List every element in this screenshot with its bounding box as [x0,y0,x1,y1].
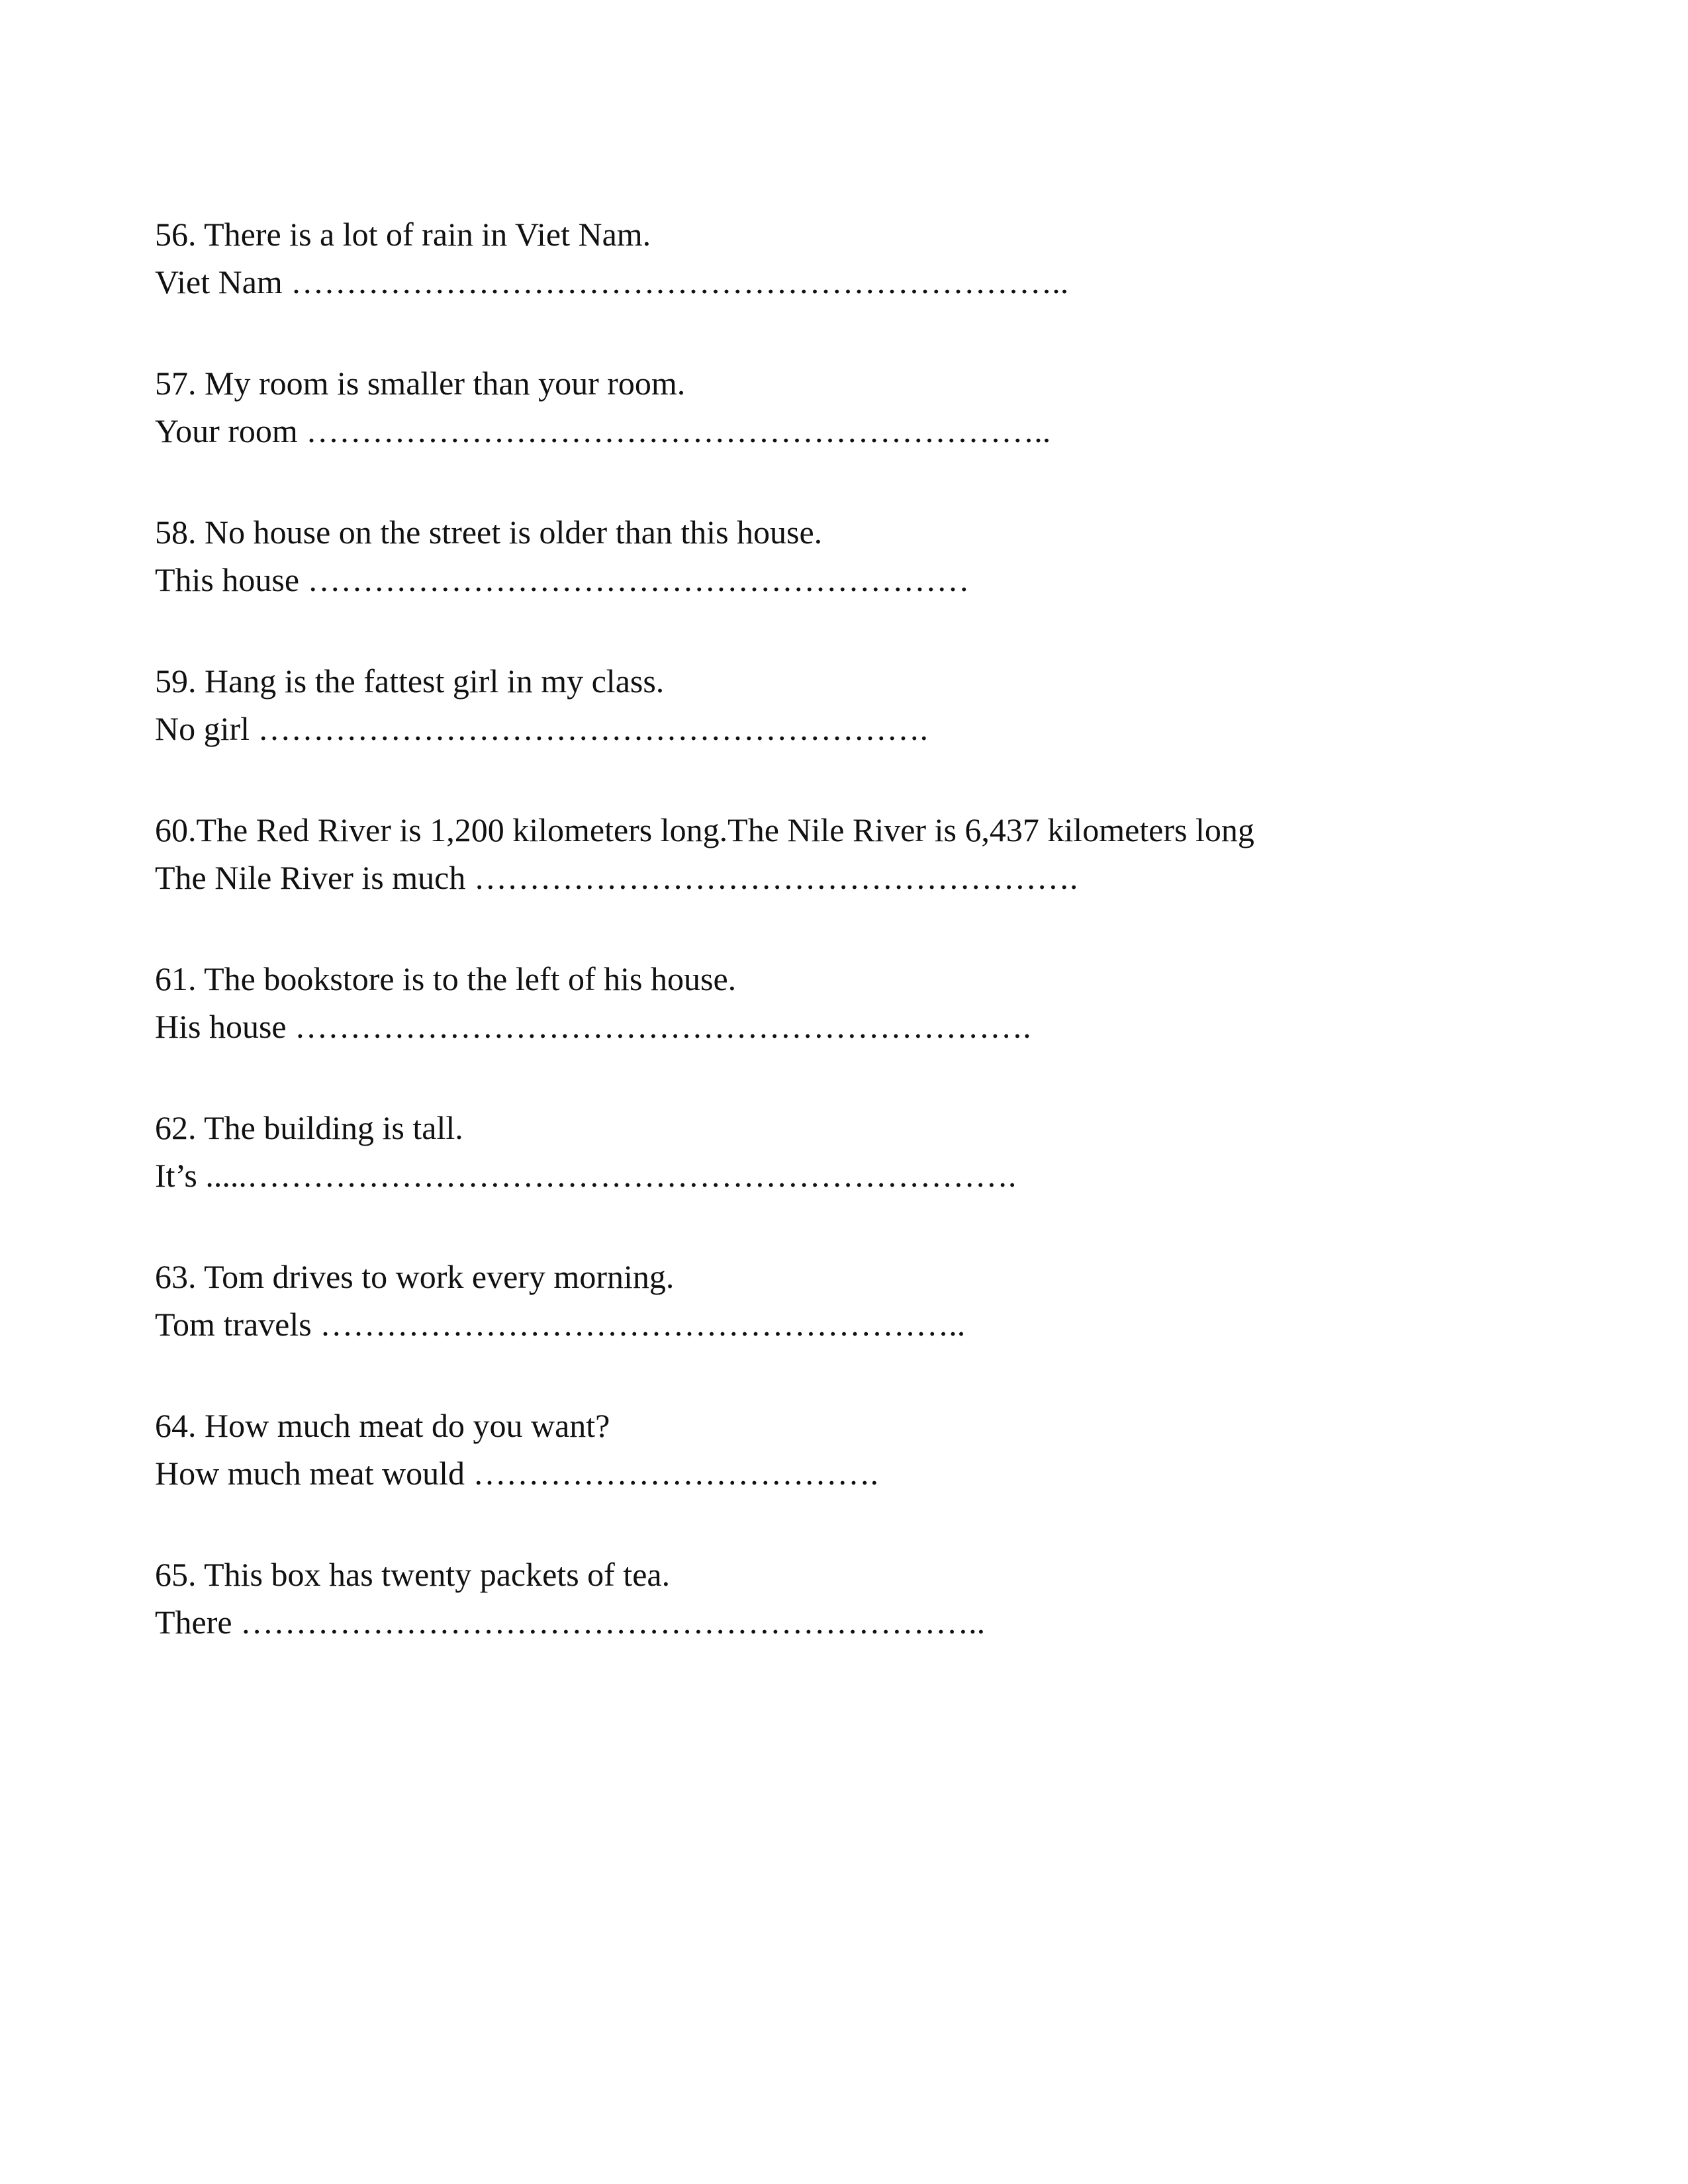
exercise-number: 59. [155,662,197,700]
exercise-57 [155,359,1545,508]
exercise-sentence [155,1551,1545,1598]
exercise-sentence [155,508,1545,556]
original-sentence: The bookstore is to the left of his house. [204,960,737,997]
exercise-number: 62. [155,1109,197,1146]
exercise-63 [155,1253,1545,1402]
exercise-number: 57. [155,365,197,402]
exercise-number: 63. [155,1258,197,1295]
exercise-62 [155,1104,1545,1253]
rewrite-prompt: It’s .....……………………………………………………………. [155,1157,1017,1194]
exercise-sentence [155,1104,1545,1152]
original-sentence: My room is smaller than your room. [205,365,686,402]
exercise-64 [155,1402,1545,1551]
rewrite-prompt: There ………………………………………………………….. [155,1604,986,1641]
exercise-65 [155,1551,1545,1700]
original-sentence: The Red River is 1,200 kilometers long.The Nile River is 6,437 kilometers long [196,811,1254,848]
exercise-sentence [155,359,1545,407]
original-sentence: No house on the street is older than this house. [205,514,823,551]
original-sentence: This box has twenty packets of tea. [204,1556,671,1593]
rewrite-prompt: Viet Nam …………………………………………………………….. [155,263,1069,300]
exercise-number: 60. [155,811,197,848]
rewrite-prompt: How much meat would ………………………………. [155,1455,878,1492]
exercise-58 [155,508,1545,657]
original-sentence: Tom drives to work every morning. [204,1258,675,1295]
exercise-59 [155,657,1545,806]
exercise-61 [155,955,1545,1104]
exercise-56 [155,210,1545,359]
exercise-number: 58. [155,514,197,551]
exercise-sentence [155,657,1545,705]
exercise-sentence [155,210,1545,258]
rewrite-prompt: This house …………………………………………………… [155,561,970,598]
rewrite-prompt: The Nile River is much ………………………………………………. [155,859,1078,896]
exercise-number: 56. [155,216,197,253]
exercise-number: 64. [155,1407,197,1444]
original-sentence: How much meat do you want? [205,1407,610,1444]
original-sentence: There is a lot of rain in Viet Nam. [204,216,651,253]
exercise-sentence [155,955,1545,1003]
original-sentence: The building is tall. [204,1109,463,1146]
exercise-sentence [155,1402,1545,1449]
exercise-number: 61. [155,960,197,997]
exercise-60 [155,806,1545,955]
exercise-sentence [155,806,1545,854]
exercise-sentence [155,1253,1545,1300]
worksheet-page [155,210,1545,1700]
original-sentence: Hang is the fattest girl in my class. [205,662,665,700]
rewrite-prompt: Your room ………………………………………………………….. [155,412,1051,449]
exercise-number: 65. [155,1556,197,1593]
rewrite-prompt: No girl ……………………………………………………. [155,710,929,747]
rewrite-prompt: Tom travels ………………………………………………….. [155,1306,966,1343]
rewrite-prompt: His house …………………………………………………………. [155,1008,1031,1045]
